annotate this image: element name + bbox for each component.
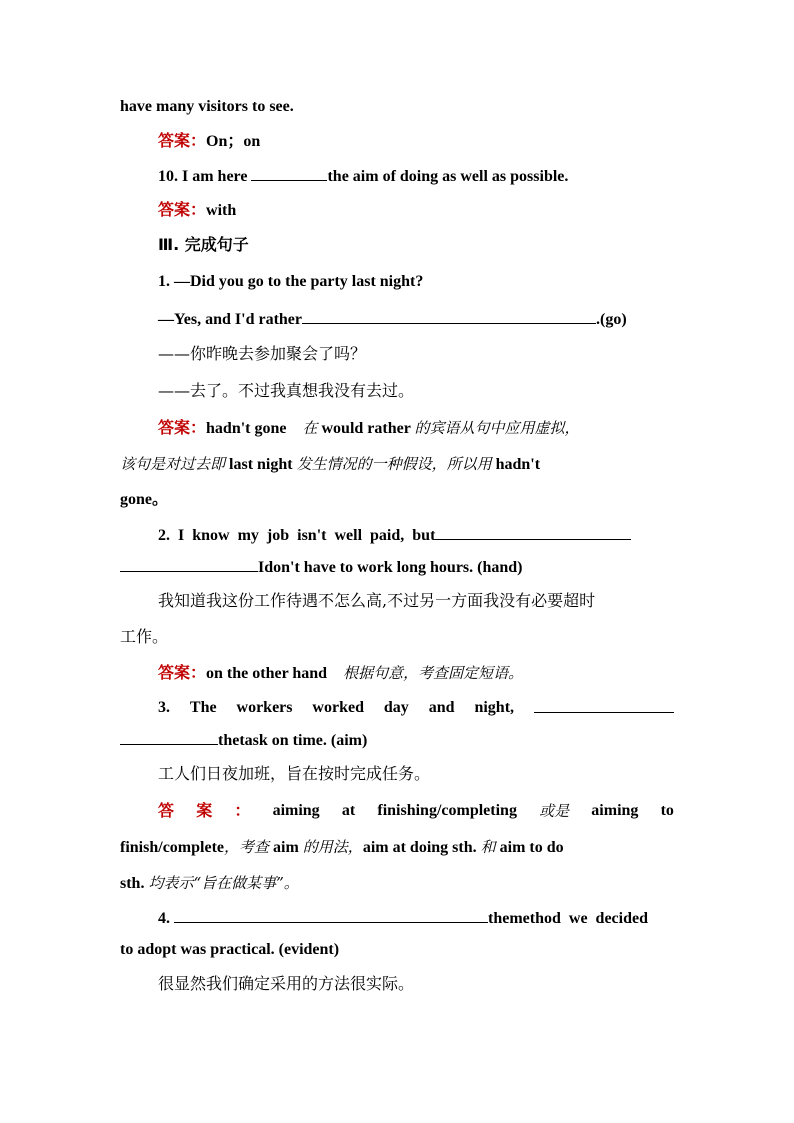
explanation-text: 和 xyxy=(480,838,496,856)
explanation-text: aim at doing sth. xyxy=(362,839,477,856)
answer-3-line-1 xyxy=(158,800,674,822)
blank xyxy=(120,556,258,572)
question-word: and xyxy=(428,699,455,716)
answer-word: aiming xyxy=(591,802,639,819)
question-1-line-1: 1. —Did you go to the party last night? xyxy=(158,273,424,290)
question-word: day xyxy=(383,699,409,716)
question-4-line-2: to adopt was practical. (evident) xyxy=(120,941,340,958)
question-word: night, xyxy=(474,699,515,716)
answer-label: 答案： xyxy=(158,131,207,150)
answer-1-line-3: gone。 xyxy=(120,491,169,508)
answer-9 xyxy=(158,130,674,153)
explanation-text: 的用法， xyxy=(302,838,363,856)
explanation-text: last night xyxy=(229,456,293,473)
explanation-text: ，考查 xyxy=(224,838,270,856)
blank xyxy=(251,165,327,181)
question-1-translation-2: ——去了。不过我真想我没有去过。 xyxy=(158,381,415,400)
answer-1-line-1 xyxy=(158,417,674,440)
answer-word: 或是 xyxy=(539,802,570,820)
question-4-line-1 xyxy=(158,907,674,930)
explanation-text: 的宾语从句中应用虚拟， xyxy=(414,419,580,437)
answer-label: 答 xyxy=(158,801,175,820)
question-text: themethod we decided xyxy=(488,910,648,927)
answer-3-line-3 xyxy=(120,872,674,895)
question-3-line-2 xyxy=(120,729,674,752)
answer-text: on the other hand xyxy=(206,665,328,682)
explanation-text: aim xyxy=(273,839,299,856)
section-heading: Ⅲ. 完成句子 xyxy=(158,235,249,254)
question-text: 2. I know my job isn't well paid, but xyxy=(158,527,436,544)
blank xyxy=(174,907,488,923)
answer-label: ： xyxy=(234,801,251,820)
blank xyxy=(534,697,674,713)
question-2-translation-2: 工作。 xyxy=(120,627,169,646)
answer-10 xyxy=(158,199,674,222)
explanation-text: 发生情况的一种假设，所以用 xyxy=(296,455,492,473)
blank xyxy=(302,308,596,324)
question-text: thetask on time. (aim) xyxy=(218,732,368,749)
answer-2 xyxy=(158,662,674,685)
question-3-translation: 工人们日夜加班，旨在按时完成任务。 xyxy=(158,764,431,783)
text-line: have many visitors to see. xyxy=(120,98,294,115)
answer-label: 案 xyxy=(196,801,213,820)
answer-label: 答案： xyxy=(158,200,207,219)
explanation-text: 均表示“旨在做某事”。 xyxy=(148,874,299,892)
question-text: the aim of doing as well as possible. xyxy=(327,168,569,185)
question-text: Idon't have to work long hours. (hand) xyxy=(258,559,523,576)
explanation-text: 根据句意，考查固定短语。 xyxy=(343,664,524,682)
question-2-translation-1: 我知道我这份工作待遇不怎么高,不过另一方面我没有必要超时 xyxy=(158,591,596,610)
blank xyxy=(435,524,631,540)
explanation-text: finish/complete xyxy=(120,839,224,856)
answer-1-line-2 xyxy=(120,453,674,476)
explanation-text: 在 xyxy=(302,419,318,437)
question-1-line-2 xyxy=(158,308,674,331)
answer-text: On；on xyxy=(206,133,261,150)
question-2-line-1 xyxy=(158,524,674,547)
answer-word: aiming xyxy=(272,802,320,819)
explanation-text: aim to do xyxy=(499,839,564,856)
answer-label: 答案： xyxy=(158,663,207,682)
question-word: workers xyxy=(236,699,293,716)
explanation-text: 该句是对过去即 xyxy=(120,455,226,473)
answer-word: to xyxy=(660,802,674,819)
answer-3-line-2 xyxy=(120,836,674,859)
question-text: 10. I am here xyxy=(158,168,252,185)
question-word: worked xyxy=(312,699,364,716)
answer-label: 答案： xyxy=(158,418,207,437)
question-3-line-1 xyxy=(158,697,674,719)
question-text: .(go) xyxy=(596,311,627,328)
question-text: 4. xyxy=(158,910,170,927)
answer-word: at xyxy=(341,802,356,819)
explanation-text: would rather xyxy=(321,420,411,437)
explanation-text: hadn't xyxy=(495,456,541,473)
question-2-line-2 xyxy=(120,556,674,579)
blank xyxy=(120,729,218,745)
question-10 xyxy=(158,165,674,188)
question-1-translation-1: ——你昨晚去参加聚会了吗？ xyxy=(158,344,367,363)
answer-text: hadn't gone xyxy=(206,420,287,437)
explanation-text: sth. xyxy=(120,875,145,892)
question-word: The xyxy=(189,699,217,716)
question-word: 3. xyxy=(158,699,170,716)
question-text: —Yes, and I'd rather xyxy=(158,311,303,328)
answer-text: with xyxy=(206,202,237,219)
answer-word: finishing/completing xyxy=(377,802,517,819)
question-4-translation: 很显然我们确定采用的方法很实际。 xyxy=(158,974,415,993)
